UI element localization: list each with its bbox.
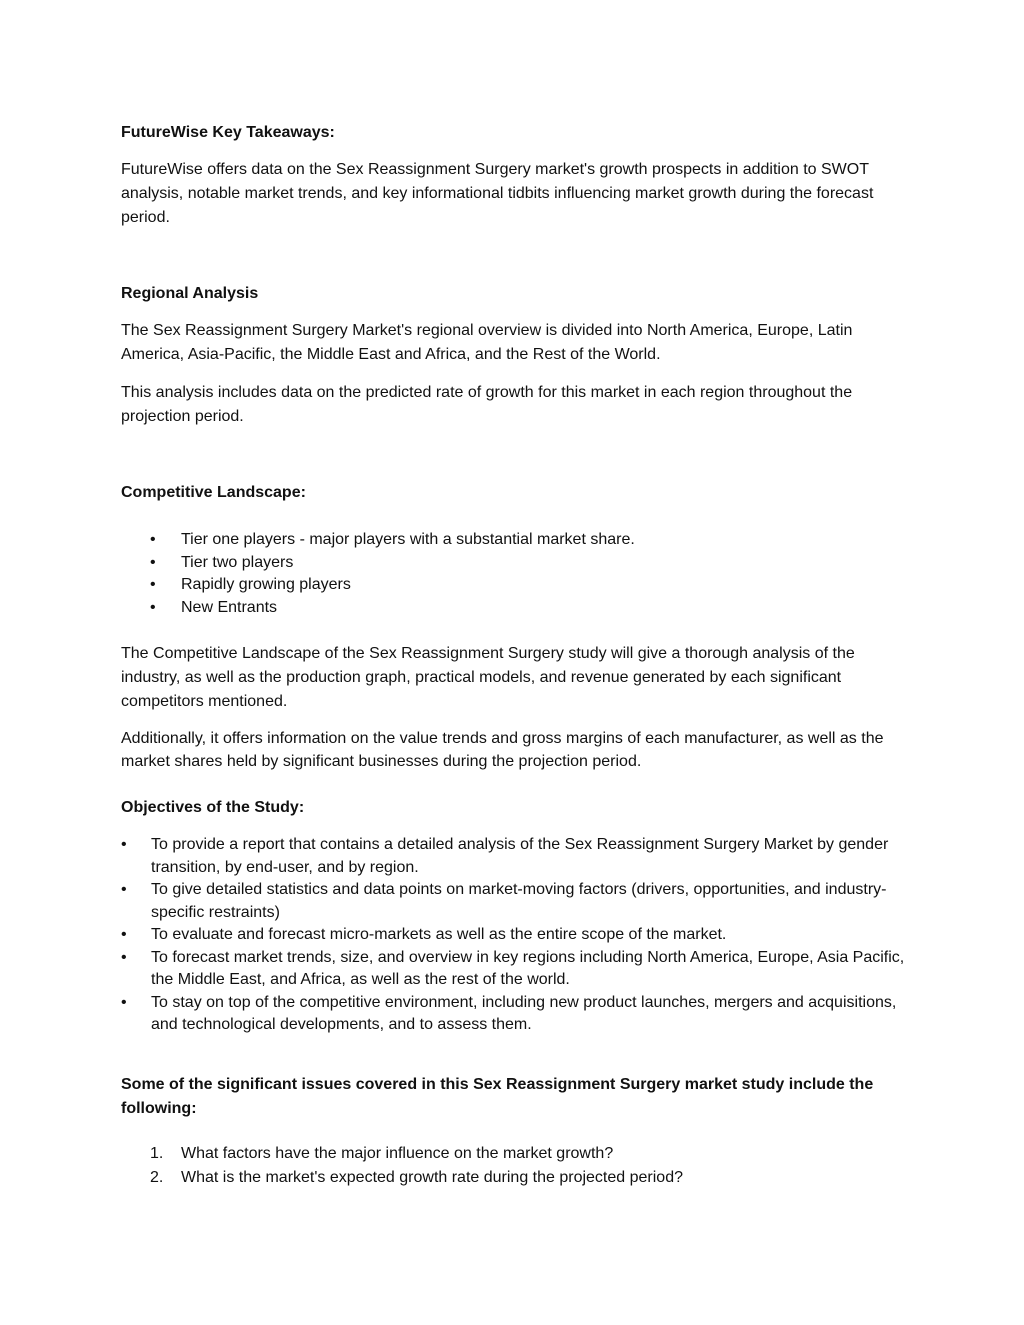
list-item [121,834,911,879]
list-item [150,529,890,552]
list-item-text: To forecast market trends, size, and overview in key regions including North America, Europe, Asia Pacific, the Middle East, and Africa, as well as the rest of the world. [151,948,905,988]
regional-heading: Regional Analysis [121,285,259,302]
competitive-paragraph-1: The Competitive Landscape of the Sex Reassignment Surgery study will give a thorough analysis of the industry, as well as the production graph, practical models, and revenue generated by each significant competitors mentioned. [121,645,855,710]
issues-heading: Some of the significant issues covered in this Sex Reassignment Surgery market study include the following: [121,1076,874,1117]
bullet-marker: • [150,598,156,616]
list-item [150,574,890,597]
regional-paragraph-1: The Sex Reassignment Surgery Market's regional overview is divided into North America, Europe, Latin America, Asia-Pacific, the Middle East and Africa, and the Rest of the World. [121,322,853,363]
bullet-marker: • [121,993,127,1011]
list-number: 1. [150,1145,164,1162]
objectives-heading: Objectives of the Study: [121,799,305,816]
list-item [150,1166,890,1190]
list-item-text: To give detailed statistics and data points on market-moving factors (drivers, opportunities, and industry-specific restraints) [151,881,887,921]
list-item-text: What factors have the major influence on the market growth? [181,1145,614,1162]
list-item-text: To stay on top of the competitive environment, including new product launches, mergers and acquisitions, and technological developments, and to assess them. [151,993,897,1033]
list-number: 2. [150,1169,164,1186]
regional-paragraph-2: This analysis includes data on the predicted rate of growth for this market in each region throughout the projection period. [121,384,853,425]
list-item-text: New Entrants [181,598,278,616]
list-item-text: Tier two players [181,553,294,571]
bullet-marker: • [121,881,127,898]
bullet-marker: • [121,926,127,943]
list-item [150,1142,890,1166]
takeaways-body: FutureWise offers data on the Sex Reassignment Surgery market's growth prospects in addition to SWOT analysis, notable market trends, and key informational tidbits influencing market growth during the forecast period. [121,161,874,226]
bullet-marker: • [150,576,156,593]
list-item [121,924,911,947]
list-item-text: What is the market's expected growth rate during the projected period? [181,1169,683,1186]
bullet-marker: • [121,836,127,853]
bullet-marker: • [121,948,127,966]
list-item [121,879,911,924]
list-item-text: Rapidly growing players [181,576,351,593]
list-item [150,597,890,620]
competitive-heading: Competitive Landscape: [121,484,306,501]
list-item-text: To provide a report that contains a detailed analysis of the Sex Reassignment Surgery Market by gender transition, by end-user, and by region. [151,836,889,876]
bullet-marker: • [150,531,156,548]
list-item [121,992,911,1037]
competitive-paragraph-2: Additionally, it offers information on the value trends and gross margins of each manufacturer, as well as the market shares held by significant businesses during the projection period. [121,730,884,770]
objectives-list [121,834,911,1037]
takeaways-heading: FutureWise Key Takeaways: [121,124,335,141]
list-item-text: To evaluate and forecast micro-markets as well as the entire scope of the market. [151,926,727,943]
bullet-marker: • [150,553,156,571]
competitive-tier-list [150,529,890,619]
list-item [121,947,911,992]
list-item-text: Tier one players - major players with a substantial market share. [181,531,635,548]
issues-list [150,1142,890,1190]
list-item [150,552,890,575]
